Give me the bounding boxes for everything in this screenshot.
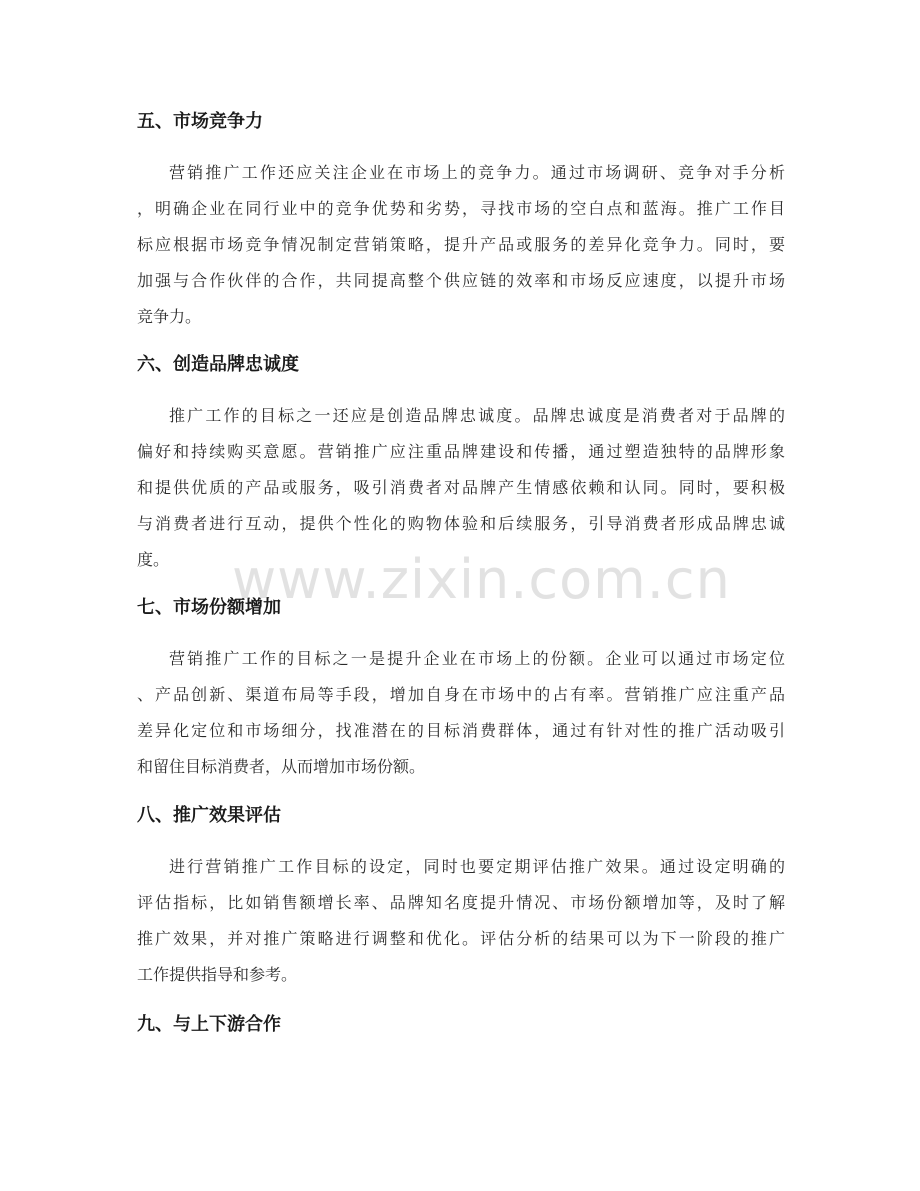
paragraph-line: 评估指标，比如销售额增长率、品牌知名度提升情况、市场份额增加等，及时了解 bbox=[137, 893, 785, 912]
paragraph-line: 营销推广工作还应关注企业在市场上的竞争力。通过市场调研、竞争对手分析 bbox=[169, 163, 785, 182]
paragraph-line: ，明确企业在同行业中的竞争优势和劣势，寻找市场的空白点和蓝海。推广工作目 bbox=[137, 199, 785, 218]
section-heading-6: 六、创造品牌忠诚度 bbox=[137, 354, 299, 375]
paragraph-line: 偏好和持续购买意愿。营销推广应注重品牌建设和传播，通过塑造独特的品牌形象 bbox=[137, 442, 785, 461]
section-heading-5: 五、市场竞争力 bbox=[137, 111, 263, 132]
paragraph-line: 推广工作的目标之一还应是创造品牌忠诚度。品牌忠诚度是消费者对于品牌的 bbox=[169, 406, 785, 425]
paragraph-line: 推广效果，并对推广策略进行调整和优化。评估分析的结果可以为下一阶段的推广 bbox=[137, 929, 785, 948]
paragraph-line: 和留住目标消费者，从而增加市场份额。 bbox=[137, 757, 426, 776]
section-heading-8: 八、推广效果评估 bbox=[137, 805, 281, 826]
paragraph-line: 标应根据市场竞争情况制定营销策略，提升产品或服务的差异化竞争力。同时，要 bbox=[137, 235, 785, 254]
paragraph-line: 加强与合作伙伴的合作，共同提高整个供应链的效率和市场反应速度，以提升市场 bbox=[137, 271, 785, 290]
section-heading-7: 七、市场份额增加 bbox=[137, 597, 281, 618]
paragraph-line: 竞争力。 bbox=[137, 307, 202, 326]
paragraph-line: 度。 bbox=[137, 550, 170, 569]
paragraph-line: 、产品创新、渠道布局等手段，增加自身在市场中的占有率。营销推广应注重产品 bbox=[137, 685, 785, 704]
paragraph-line: 工作提供指导和参考。 bbox=[137, 965, 298, 984]
watermark: www.zixin.com.cn bbox=[232, 548, 731, 611]
paragraph-line: 差异化定位和市场细分，找准潜在的目标消费群体，通过有针对性的推广活动吸引 bbox=[137, 721, 785, 740]
paragraph-line: 营销推广工作的目标之一是提升企业在市场上的份额。企业可以通过市场定位 bbox=[169, 649, 785, 668]
paragraph-line: 进行营销推广工作目标的设定，同时也要定期评估推广效果。通过设定明确的 bbox=[169, 857, 785, 876]
paragraph-line: 和提供优质的产品或服务，吸引消费者对品牌产生情感依赖和认同。同时，要积极 bbox=[137, 478, 785, 497]
section-heading-9: 九、与上下游合作 bbox=[137, 1014, 281, 1035]
paragraph-line: 与消费者进行互动，提供个性化的购物体验和后续服务，引导消费者形成品牌忠诚 bbox=[137, 514, 785, 533]
